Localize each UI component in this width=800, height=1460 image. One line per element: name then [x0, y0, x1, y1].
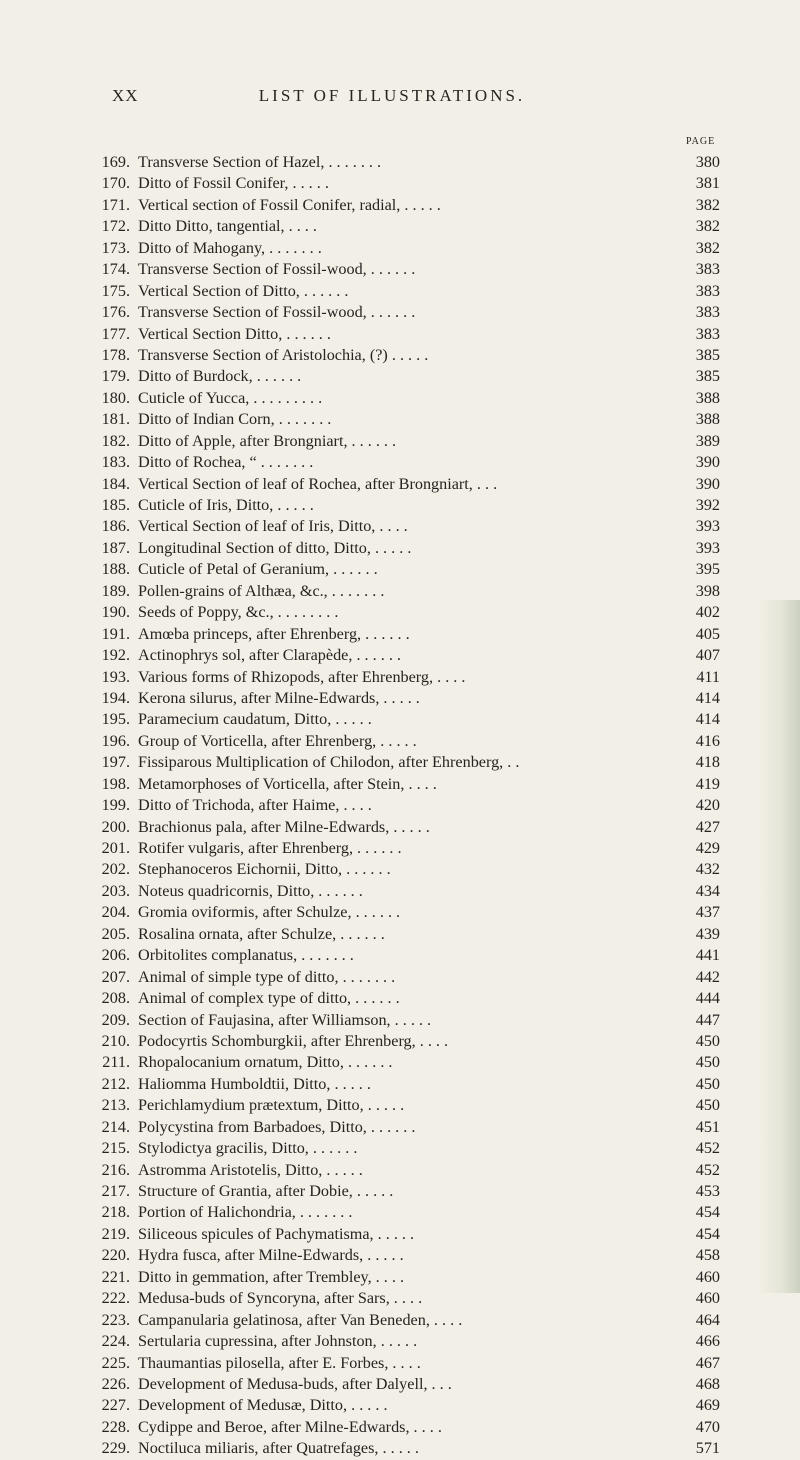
entry-title: Development of Medusæ, Ditto, . . . . .	[138, 1396, 388, 1415]
entry-number: 202.	[101, 860, 130, 879]
entry-page: 419	[695, 774, 720, 793]
entry-title: Vertical Section of Ditto, . . . . . .	[138, 281, 349, 300]
entry-number: 206.	[101, 946, 130, 965]
entry-page: 571	[695, 1439, 720, 1458]
entry-number: 207.	[101, 967, 130, 986]
entry-title: Astromma Aristotelis, Ditto, . . . . .	[138, 1160, 363, 1179]
list-item	[80, 152, 720, 173]
entry-number: 200.	[101, 817, 130, 836]
list-item	[80, 1117, 720, 1138]
list-item	[80, 1288, 720, 1309]
entry-title: Cuticle of Iris, Ditto, . . . . .	[138, 496, 314, 514]
entry-page: 439	[695, 924, 720, 943]
entry-number: 213.	[101, 1096, 130, 1115]
list-item	[80, 667, 720, 688]
entry-number: 221.	[101, 1267, 130, 1286]
entry-page: 470	[695, 1417, 720, 1436]
list-item	[80, 216, 720, 237]
entry-page: 458	[695, 1246, 720, 1265]
entry-page: 383	[695, 260, 720, 279]
entry-page: 385	[695, 367, 720, 386]
entry-page: 414	[695, 688, 720, 707]
entry-page: 450	[695, 1074, 720, 1093]
entry-number: 223.	[101, 1310, 130, 1329]
entry-title: Transverse Section of Fossil-wood, . . . . . .	[138, 303, 416, 322]
list-item	[80, 1438, 720, 1459]
entry-title: Actinophrys sol, after Clarapède, . . . . . .	[138, 646, 401, 665]
entry-page: 398	[695, 581, 720, 600]
entry-page: 441	[695, 946, 720, 965]
list-item	[80, 902, 720, 923]
entry-number: 220.	[101, 1246, 130, 1265]
entry-page: 437	[695, 903, 720, 922]
entry-page: 383	[695, 324, 720, 343]
entry-title: Siliceous spicules of Pachymatisma, . . . . .	[138, 1224, 415, 1243]
list-item	[80, 817, 720, 838]
list-item	[80, 1138, 720, 1159]
entry-number: 181.	[101, 410, 130, 429]
entry-page: 420	[695, 796, 720, 815]
list-item	[80, 1417, 720, 1438]
entry-page: 427	[695, 817, 720, 836]
entry-page: 454	[695, 1224, 720, 1243]
entry-number: 217.	[101, 1182, 130, 1200]
entry-title: Orbitolites complanatus, . . . . . . .	[138, 946, 354, 965]
entry-page: 395	[695, 560, 720, 579]
list-item	[80, 538, 720, 559]
entry-number: 227.	[101, 1396, 130, 1415]
list-item	[80, 881, 720, 902]
entry-number: 183.	[101, 453, 130, 472]
entry-number: 226.	[101, 1374, 130, 1393]
entry-title: Kerona silurus, after Milne-Edwards, . . . . .	[138, 688, 420, 707]
entry-title: Portion of Halichondria, . . . . . . .	[138, 1203, 353, 1222]
list-item	[80, 474, 720, 495]
entry-page: 383	[695, 303, 720, 322]
list-item	[80, 324, 720, 345]
entry-page: 450	[695, 1031, 720, 1050]
entry-number: 194.	[101, 688, 130, 707]
entry-page: 393	[695, 538, 720, 557]
entry-title: Ditto Ditto, tangential, . . . .	[138, 217, 317, 236]
entry-title: Ditto of Apple, after Brongniart, . . . . . .	[138, 431, 397, 450]
entry-page: 382	[695, 238, 720, 257]
entry-title: Transverse Section of Aristolochia, (?) . . . . .	[138, 345, 429, 364]
entry-number: 178.	[101, 345, 130, 364]
entry-number: 180.	[101, 388, 130, 407]
entry-number: 203.	[101, 881, 130, 900]
entry-number: 187.	[101, 538, 130, 557]
entry-title: Vertical Section Ditto, . . . . . .	[138, 324, 331, 343]
entry-title: Haliomma Humboldtii, Ditto, . . . . .	[138, 1074, 371, 1093]
entry-number: 208.	[101, 989, 130, 1008]
list-item	[80, 924, 720, 945]
entry-title: Vertical section of Fossil Conifer, radial, . . . . .	[138, 195, 441, 214]
entry-page: 468	[695, 1374, 720, 1393]
entry-page: 389	[695, 431, 720, 450]
entry-number: 225.	[101, 1353, 130, 1372]
entry-title: Podocyrtis Schomburgkii, after Ehrenberg, . . . .	[138, 1031, 449, 1050]
entry-title: Paramecium caudatum, Ditto, . . . . .	[138, 710, 372, 729]
list-item	[80, 1245, 720, 1266]
entry-title: Cuticle of Yucca, . . . . . . . . .	[138, 388, 323, 407]
entry-page: 447	[695, 1010, 720, 1029]
list-item	[80, 1095, 720, 1116]
entry-number: 175.	[101, 281, 130, 300]
entry-title: Section of Faujasina, after Williamson, . . . . .	[138, 1010, 432, 1029]
entry-title: Medusa-buds of Syncoryna, after Sars, . . . .	[138, 1289, 423, 1308]
entry-number: 196.	[101, 731, 130, 750]
entry-title: Stylodictya gracilis, Ditto, . . . . . .	[138, 1139, 358, 1158]
entry-page: 451	[695, 1117, 720, 1136]
entry-number: 171.	[101, 195, 130, 214]
list-item	[80, 516, 720, 537]
entry-title: Structure of Grantia, after Dobie, . . . . .	[138, 1182, 394, 1200]
list-item	[80, 431, 720, 452]
entry-title: Noteus quadricornis, Ditto, . . . . . .	[138, 881, 363, 900]
list-item	[80, 1202, 720, 1223]
list-item	[80, 1374, 720, 1395]
list-item	[80, 688, 720, 709]
entry-number: 172.	[101, 217, 130, 236]
entry-title: Campanularia gelatinosa, after Van Beneden, . . . .	[138, 1310, 463, 1329]
entry-number: 188.	[101, 560, 130, 579]
entry-page: 383	[695, 281, 720, 300]
entry-title: Stephanoceros Eichornii, Ditto, . . . . . .	[138, 860, 391, 879]
entry-number: 169.	[101, 153, 130, 171]
entry-title: Ditto of Indian Corn, . . . . . . .	[138, 410, 332, 429]
list-item	[80, 452, 720, 473]
entry-number: 224.	[101, 1332, 130, 1351]
entry-page: 380	[695, 153, 720, 171]
entry-title: Ditto of Trichoda, after Haime, . . . .	[138, 796, 372, 815]
entry-title: Development of Medusa-buds, after Dalyell, . . .	[138, 1374, 452, 1393]
entry-number: 229.	[101, 1439, 130, 1458]
entry-page: 405	[695, 624, 720, 643]
entry-number: 192.	[101, 646, 130, 665]
entry-number: 173.	[101, 238, 130, 257]
entry-page: 407	[695, 646, 720, 665]
entry-title: Cydippe and Beroe, after Milne-Edwards, . . . .	[138, 1417, 442, 1436]
entry-title: Brachionus pala, after Milne-Edwards, . . . . .	[138, 817, 430, 836]
entry-number: 190.	[101, 603, 130, 622]
entry-page: 469	[695, 1396, 720, 1415]
list-item	[80, 752, 720, 773]
list-item	[80, 709, 720, 730]
entry-title: Ditto of Burdock, . . . . . .	[138, 367, 302, 386]
entry-page: 460	[695, 1289, 720, 1308]
entry-page: 418	[695, 753, 720, 772]
entry-title: Rotifer vulgaris, after Ehrenberg, . . . . . .	[138, 839, 402, 857]
entry-title: Ditto in gemmation, after Trembley, . . . .	[138, 1267, 405, 1286]
entry-title: Polycystina from Barbadoes, Ditto, . . . . . .	[138, 1117, 416, 1136]
entry-page: 382	[695, 195, 720, 214]
list-item	[80, 1267, 720, 1288]
entry-title: Hydra fusca, after Milne-Edwards, . . . . .	[138, 1246, 404, 1265]
list-item	[80, 581, 720, 602]
list-item	[80, 173, 720, 194]
entry-number: 199.	[101, 796, 130, 815]
list-item	[80, 731, 720, 752]
entry-number: 177.	[101, 324, 130, 343]
list-item	[80, 1224, 720, 1245]
list-item	[80, 366, 720, 387]
list-item	[80, 945, 720, 966]
list-item	[80, 838, 720, 859]
list-item	[80, 967, 720, 988]
entry-page: 402	[695, 603, 720, 622]
entry-number: 197.	[101, 753, 130, 772]
list-item	[80, 624, 720, 645]
entry-title: Fissiparous Multiplication of Chilodon, after Ehrenberg, . .	[138, 753, 520, 772]
entry-page: 460	[695, 1267, 720, 1286]
entry-number: 210.	[101, 1031, 130, 1050]
entry-number: 212.	[101, 1074, 130, 1093]
entry-number: 174.	[101, 260, 130, 279]
entry-number: 209.	[101, 1010, 130, 1029]
list-item	[80, 1353, 720, 1374]
entry-number: 179.	[101, 367, 130, 386]
list-item	[80, 388, 720, 409]
entry-title: Cuticle of Petal of Geranium, . . . . . .	[138, 560, 378, 579]
entry-number: 228.	[101, 1417, 130, 1436]
entry-number: 176.	[101, 303, 130, 322]
entry-title: Ditto of Mahogany, . . . . . . .	[138, 238, 322, 257]
entry-page: 382	[695, 217, 720, 236]
list-item	[80, 859, 720, 880]
entry-number: 182.	[101, 431, 130, 450]
entry-page: 385	[695, 345, 720, 364]
entry-number: 211.	[102, 1053, 130, 1072]
entry-number: 184.	[101, 474, 130, 493]
entry-page: 444	[695, 989, 720, 1008]
list-item	[80, 1074, 720, 1095]
list-item	[80, 602, 720, 623]
list-item	[80, 238, 720, 259]
entry-title: Longitudinal Section of ditto, Ditto, . . . . .	[138, 538, 412, 557]
entry-title: Noctiluca miliaris, after Quatrefages, . . . . .	[138, 1439, 419, 1458]
entry-page: 381	[695, 174, 720, 193]
list-item	[80, 1010, 720, 1031]
list-item	[80, 195, 720, 216]
entry-title: Gromia oviformis, after Schulze, . . . . . .	[138, 903, 401, 922]
entry-page: 450	[695, 1053, 720, 1072]
entry-number: 185.	[101, 496, 130, 514]
entry-title: Perichlamydium prætextum, Ditto, . . . . .	[138, 1096, 405, 1115]
entry-page: 414	[695, 710, 720, 729]
entry-title: Seeds of Poppy, &c., . . . . . . . .	[138, 603, 339, 622]
list-item	[80, 1310, 720, 1331]
entry-page: 466	[695, 1332, 720, 1351]
list-item	[80, 409, 720, 430]
list-item	[80, 345, 720, 366]
entry-number: 191.	[101, 624, 130, 643]
entry-number: 201.	[101, 839, 130, 857]
entry-number: 195.	[101, 710, 130, 729]
entry-title: Vertical Section of leaf of Rochea, after Brongniart, . . .	[138, 474, 498, 493]
entry-title: Thaumantias pilosella, after E. Forbes, . . . .	[138, 1353, 421, 1372]
entry-page: 442	[695, 967, 720, 986]
page-column-label: PAGE	[686, 136, 716, 147]
page-number: XX	[112, 86, 139, 105]
entry-title: Vertical Section of leaf of Iris, Ditto, . . . .	[138, 517, 408, 536]
entry-number: 204.	[101, 903, 130, 922]
entry-page: 454	[695, 1203, 720, 1222]
entry-page: 390	[695, 474, 720, 493]
entry-title: Animal of simple type of ditto, . . . . . . .	[138, 967, 396, 986]
entry-page: 432	[695, 860, 720, 879]
list-item	[80, 495, 720, 516]
list-item	[80, 1160, 720, 1181]
entry-number: 186.	[101, 517, 130, 536]
entry-title: Pollen-grains of Althæa, &c., . . . . . . .	[138, 581, 385, 600]
entry-page: 411	[696, 667, 720, 686]
entry-number: 193.	[101, 667, 130, 686]
entry-title: Sertularia cupressina, after Johnston, . . . . .	[138, 1332, 418, 1351]
entry-page: 452	[695, 1160, 720, 1179]
list-item	[80, 1331, 720, 1352]
entry-page: 464	[695, 1310, 720, 1329]
entry-page: 453	[695, 1182, 720, 1200]
entry-title: Transverse Section of Fossil-wood, . . . . . .	[138, 260, 416, 279]
entry-page: 390	[695, 453, 720, 472]
list-item	[80, 795, 720, 816]
entry-number: 218.	[101, 1203, 130, 1222]
entry-title: Transverse Section of Hazel, . . . . . . .	[138, 153, 382, 171]
entry-number: 214.	[101, 1117, 130, 1136]
entry-page: 467	[695, 1353, 720, 1372]
entry-title: Rhopalocanium ornatum, Ditto, . . . . . .	[138, 1053, 393, 1072]
entry-page: 429	[695, 839, 720, 857]
entry-page: 388	[695, 410, 720, 429]
entry-page: 450	[695, 1096, 720, 1115]
list-item	[80, 1031, 720, 1052]
entry-number: 216.	[101, 1160, 130, 1179]
entry-page: 416	[695, 731, 720, 750]
list-item	[80, 259, 720, 280]
running-title: LIST OF ILLUSTRATIONS.	[258, 86, 526, 105]
list-item	[80, 1395, 720, 1416]
entry-page: 393	[695, 517, 720, 536]
entry-number: 205.	[101, 924, 130, 943]
entry-number: 219.	[101, 1224, 130, 1243]
entry-title: Metamorphoses of Vorticella, after Stein, . . . .	[138, 774, 437, 793]
entry-number: 198.	[101, 774, 130, 793]
entry-title: Ditto of Fossil Conifer, . . . . .	[138, 174, 329, 193]
page-edge-stain	[758, 600, 800, 1293]
list-item	[80, 774, 720, 795]
entry-title: Various forms of Rhizopods, after Ehrenberg, . . . .	[138, 667, 466, 686]
entry-page: 434	[695, 881, 720, 900]
entry-number: 189.	[101, 581, 130, 600]
entry-number: 222.	[101, 1289, 130, 1308]
list-item	[80, 281, 720, 302]
list-item	[80, 302, 720, 323]
list-item	[80, 1052, 720, 1073]
entry-page: 388	[695, 388, 720, 407]
entry-page: 392	[695, 496, 720, 514]
entry-title: Ditto of Rochea, “ . . . . . . .	[138, 453, 314, 472]
entry-number: 215.	[101, 1139, 130, 1158]
list-item	[80, 645, 720, 666]
entry-title: Amœba princeps, after Ehrenberg, . . . . . .	[138, 624, 410, 643]
entry-title: Rosalina ornata, after Schulze, . . . . . .	[138, 924, 385, 943]
list-item	[80, 988, 720, 1009]
entry-title: Group of Vorticella, after Ehrenberg, . . . . .	[138, 731, 417, 750]
list-item	[80, 559, 720, 580]
entry-title: Animal of complex type of ditto, . . . . . .	[138, 989, 400, 1008]
entry-page: 452	[695, 1139, 720, 1158]
illustration-list	[80, 152, 720, 1460]
entry-number: 170.	[101, 174, 130, 193]
list-item	[80, 1181, 720, 1202]
